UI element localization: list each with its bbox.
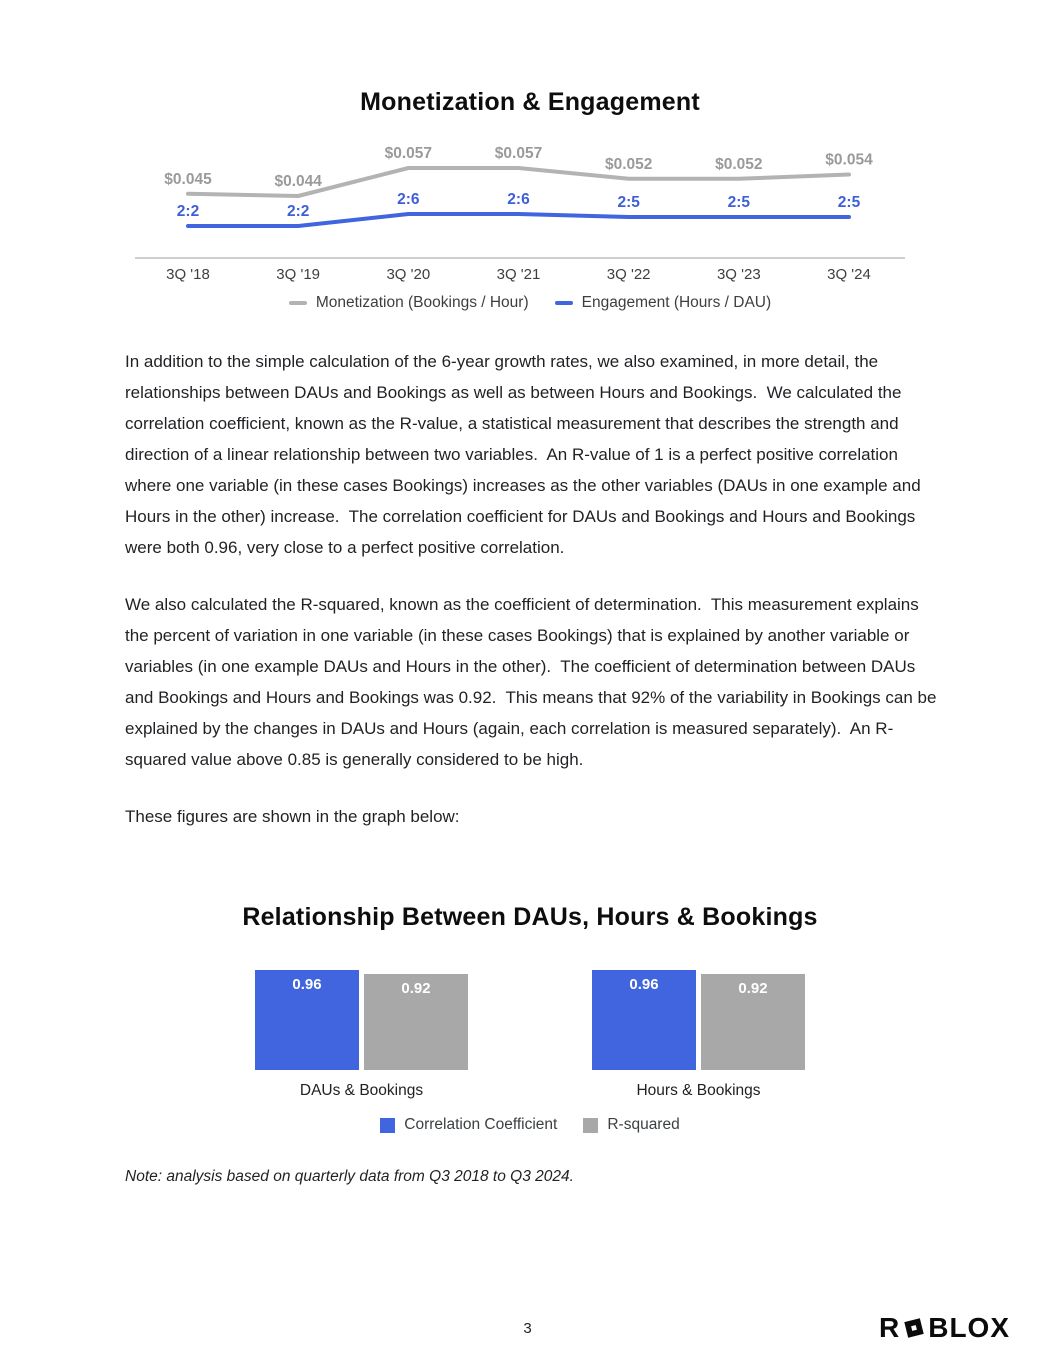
svg-text:3Q '21: 3Q '21	[496, 266, 541, 283]
svg-text:2:5: 2:5	[837, 194, 861, 211]
logo-text-blox: BLOX	[928, 1312, 1010, 1343]
bar-chart-title: Relationship Between DAUs, Hours & Bookings	[242, 903, 818, 931]
legend-item-rsquared	[583, 1116, 679, 1134]
paragraph-intro-graph: These figures are shown in the graph below:	[125, 807, 460, 826]
svg-text:$0.057: $0.057	[494, 145, 543, 162]
svg-text:3Q '18: 3Q '18	[166, 266, 210, 283]
legend-item-correlation	[380, 1116, 557, 1134]
bar-category-label: DAUs & Bookings	[299, 1082, 424, 1099]
bar-chart	[125, 966, 935, 1134]
bar-r-squared	[364, 974, 468, 1070]
paragraph-correlation: In addition to the simple calculation of the 6-year growth rates, we also examined, in more detail, the relationships between DAUs and Bookings as well as between Hours and Bookings. We calculated the correlation coefficient, known as the R-value, a statistical measurement that describes the strength and direction of a linear relationship between two variables. An R-value of 1 is a perfect positive correlation where one variable (in these cases Bookings) increases as the other variables (DAUs in one example and Hours in the other) increase. The correlation coefficient for DAUs and Bookings and Hours and Bookings were both 0.96, very close to a perfect positive correlation.	[125, 352, 926, 557]
line-chart-legend	[125, 294, 935, 312]
bar-value-label: 0.92	[401, 980, 431, 997]
svg-text:$0.057: $0.057	[384, 145, 433, 162]
bar-group	[255, 966, 468, 1100]
svg-text:$0.052: $0.052	[604, 155, 653, 173]
svg-text:$0.045: $0.045	[164, 170, 212, 188]
page-number: 3	[523, 1320, 532, 1337]
svg-text:3Q '20: 3Q '20	[386, 266, 431, 283]
svg-text:2:5: 2:5	[617, 194, 640, 211]
monetization-line-swatch-icon	[289, 301, 307, 305]
footnote: Note: analysis based on quarterly data from Q3 2018 to Q3 2024.	[125, 1168, 574, 1185]
bar-value-label: 0.96	[629, 976, 659, 993]
svg-text:2:5: 2:5	[727, 194, 751, 211]
bar-chart-legend	[125, 1116, 935, 1134]
svg-text:3Q '22: 3Q '22	[606, 266, 651, 283]
roblox-tilted-square-icon	[902, 1316, 926, 1340]
bar-groups	[125, 966, 935, 1100]
line-chart-svg	[125, 130, 935, 290]
logo-text-r: R	[878, 1312, 901, 1343]
body-text	[125, 346, 942, 858]
svg-text:3Q '24: 3Q '24	[827, 266, 871, 283]
svg-text:2:6: 2:6	[397, 191, 420, 208]
svg-text:2:2: 2:2	[286, 203, 310, 220]
engagement-line-swatch-icon	[555, 301, 573, 305]
svg-text:2:6: 2:6	[507, 191, 530, 208]
line-chart-title: Monetization & Engagement	[360, 88, 700, 116]
legend-item-monetization	[289, 294, 529, 312]
svg-text:$0.052: $0.052	[715, 155, 763, 173]
bar-correlation-coefficient	[255, 970, 359, 1070]
bar-category-label: Hours & Bookings	[636, 1082, 761, 1099]
svg-text:$0.044: $0.044	[274, 173, 322, 190]
bar-value-label: 0.96	[292, 976, 322, 993]
legend-label-engagement: Engagement (Hours / DAU)	[581, 294, 772, 311]
bar-value-label: 0.92	[738, 980, 768, 997]
legend-item-engagement	[555, 294, 772, 312]
svg-text:$0.054: $0.054	[825, 151, 873, 169]
bar-r-squared	[701, 974, 805, 1070]
paragraph-rsquared: We also calculated the R-squared, known as the coefficient of determination. This measurement explains the percent of variation in one variable (in these cases Bookings) that is explained by another variable or variables (in one example DAUs and Hours in the other). The coefficient of determination between DAUs and Bookings and Hours and Bookings was 0.92. This means that 92% of the variability in Bookings can be explained by the changes in DAUs and Hours (again, each correlation is measured separately). An R-squared value above 0.85 is generally considered to be high.	[125, 595, 942, 769]
svg-text:3Q '19: 3Q '19	[276, 266, 321, 283]
rsquared-swatch-icon	[583, 1118, 598, 1133]
svg-text:3Q '23: 3Q '23	[716, 266, 761, 283]
legend-label-rsquared: R-squared	[607, 1116, 680, 1133]
svg-text:2:2: 2:2	[176, 203, 200, 220]
legend-label-correlation: Correlation Coefficient	[404, 1116, 558, 1133]
legend-label-monetization: Monetization (Bookings / Hour)	[315, 294, 529, 311]
roblox-logo	[879, 1312, 1010, 1344]
bar-correlation-coefficient	[592, 970, 696, 1070]
correlation-swatch-icon	[380, 1118, 395, 1133]
bar-group	[592, 966, 805, 1100]
